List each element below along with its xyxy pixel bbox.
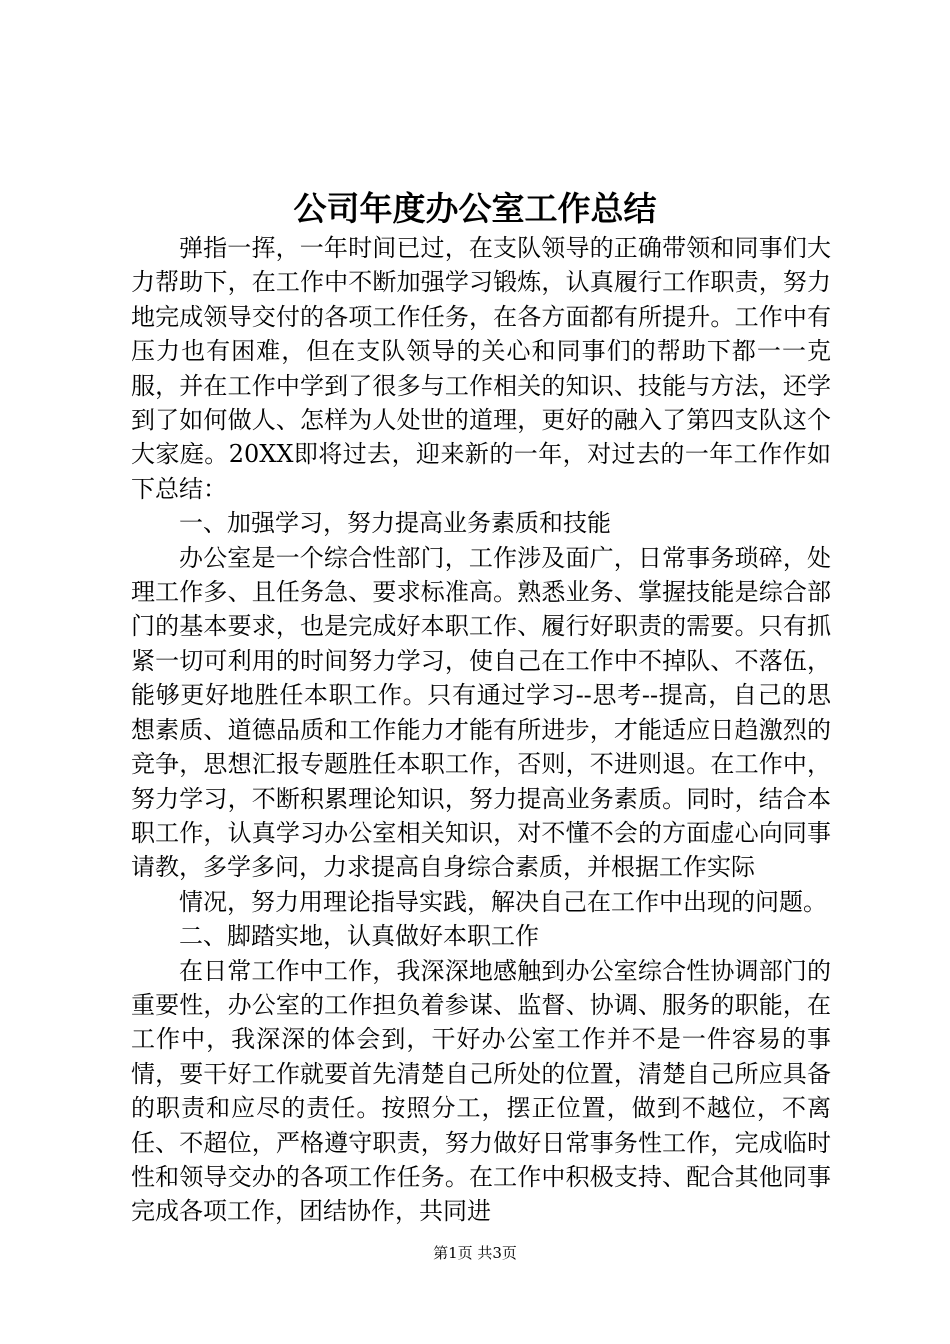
document-title: 公司年度办公室工作总结	[293, 189, 657, 228]
document-body	[131, 231, 831, 1229]
paragraph-intro: 弹指一挥，一年时间已过，在支队领导的正确带领和同事们大力帮助下，在工作中不断加强学习锻炼，认真履行工作职责，努力地完成领导交付的各项工作任务，在各方面都有所提升。工作中有压力也有困难，但在支队领导的关心和同事们的帮助下都一一克服，并在工作中学到了很多与工作相关的知识、技能与方法，还学到了如何做人、怎样为人处世的道理，更好的融入了第四支队这个大家庭。20XX即将过去，迎来新的一年，对过去的一年工作作如下总结：	[131, 234, 831, 503]
paragraph-section-1-continued: 情况，努力用理论指导实践，解决自己在工作中出现的问题。	[179, 887, 827, 916]
paragraph-section-1: 办公室是一个综合性部门，工作涉及面广，日常事务琐碎，处理工作多、且任务急、要求标准高。熟悉业务、掌握技能是综合部门的基本要求，也是完成好本职工作、履行好职责的需要。只有抓紧一切可利用的时间努力学习，使自己在工作中不掉队、不落伍，能够更好地胜任本职工作。只有通过学习--思考--提高，自己的思想素质、道德品质和工作能力才能有所进步，才能适应日趋激烈的竞争，思想汇报专题胜任本职工作，否则，不进则退。在工作中，努力学习，不断积累理论知识，努力提高业务素质。同时，结合本职工作，认真学习办公室相关知识，对不懂不会的方面虚心向同事请教，多学多问，力求提高自身综合素质，并根据工作实际	[131, 543, 831, 882]
page-number-footer: 第1页 共3页	[433, 1244, 517, 1262]
section-heading-2: 二、脚踏实地，认真做好本职工作	[179, 922, 539, 951]
paragraph-section-2: 在日常工作中工作，我深深地感触到办公室综合性协调部门的重要性，办公室的工作担负着参谋、监督、协调、服务的职能，在工作中，我深深的体会到，干好办公室工作并不是一件容易的事情，要干好工作就要首先清楚自己所处的位置，清楚自己所应具备的职责和应尽的责任。按照分工，摆正位置，做到不越位，不离任、不超位，严格遵守职责，努力做好日常事务性工作，完成临时性和领导交办的各项工作任务。在工作中积极支持、配合其他同事完成各项工作，团结协作，共同进	[131, 956, 831, 1226]
section-heading-1: 一、加强学习，努力提高业务素质和技能	[179, 509, 611, 538]
